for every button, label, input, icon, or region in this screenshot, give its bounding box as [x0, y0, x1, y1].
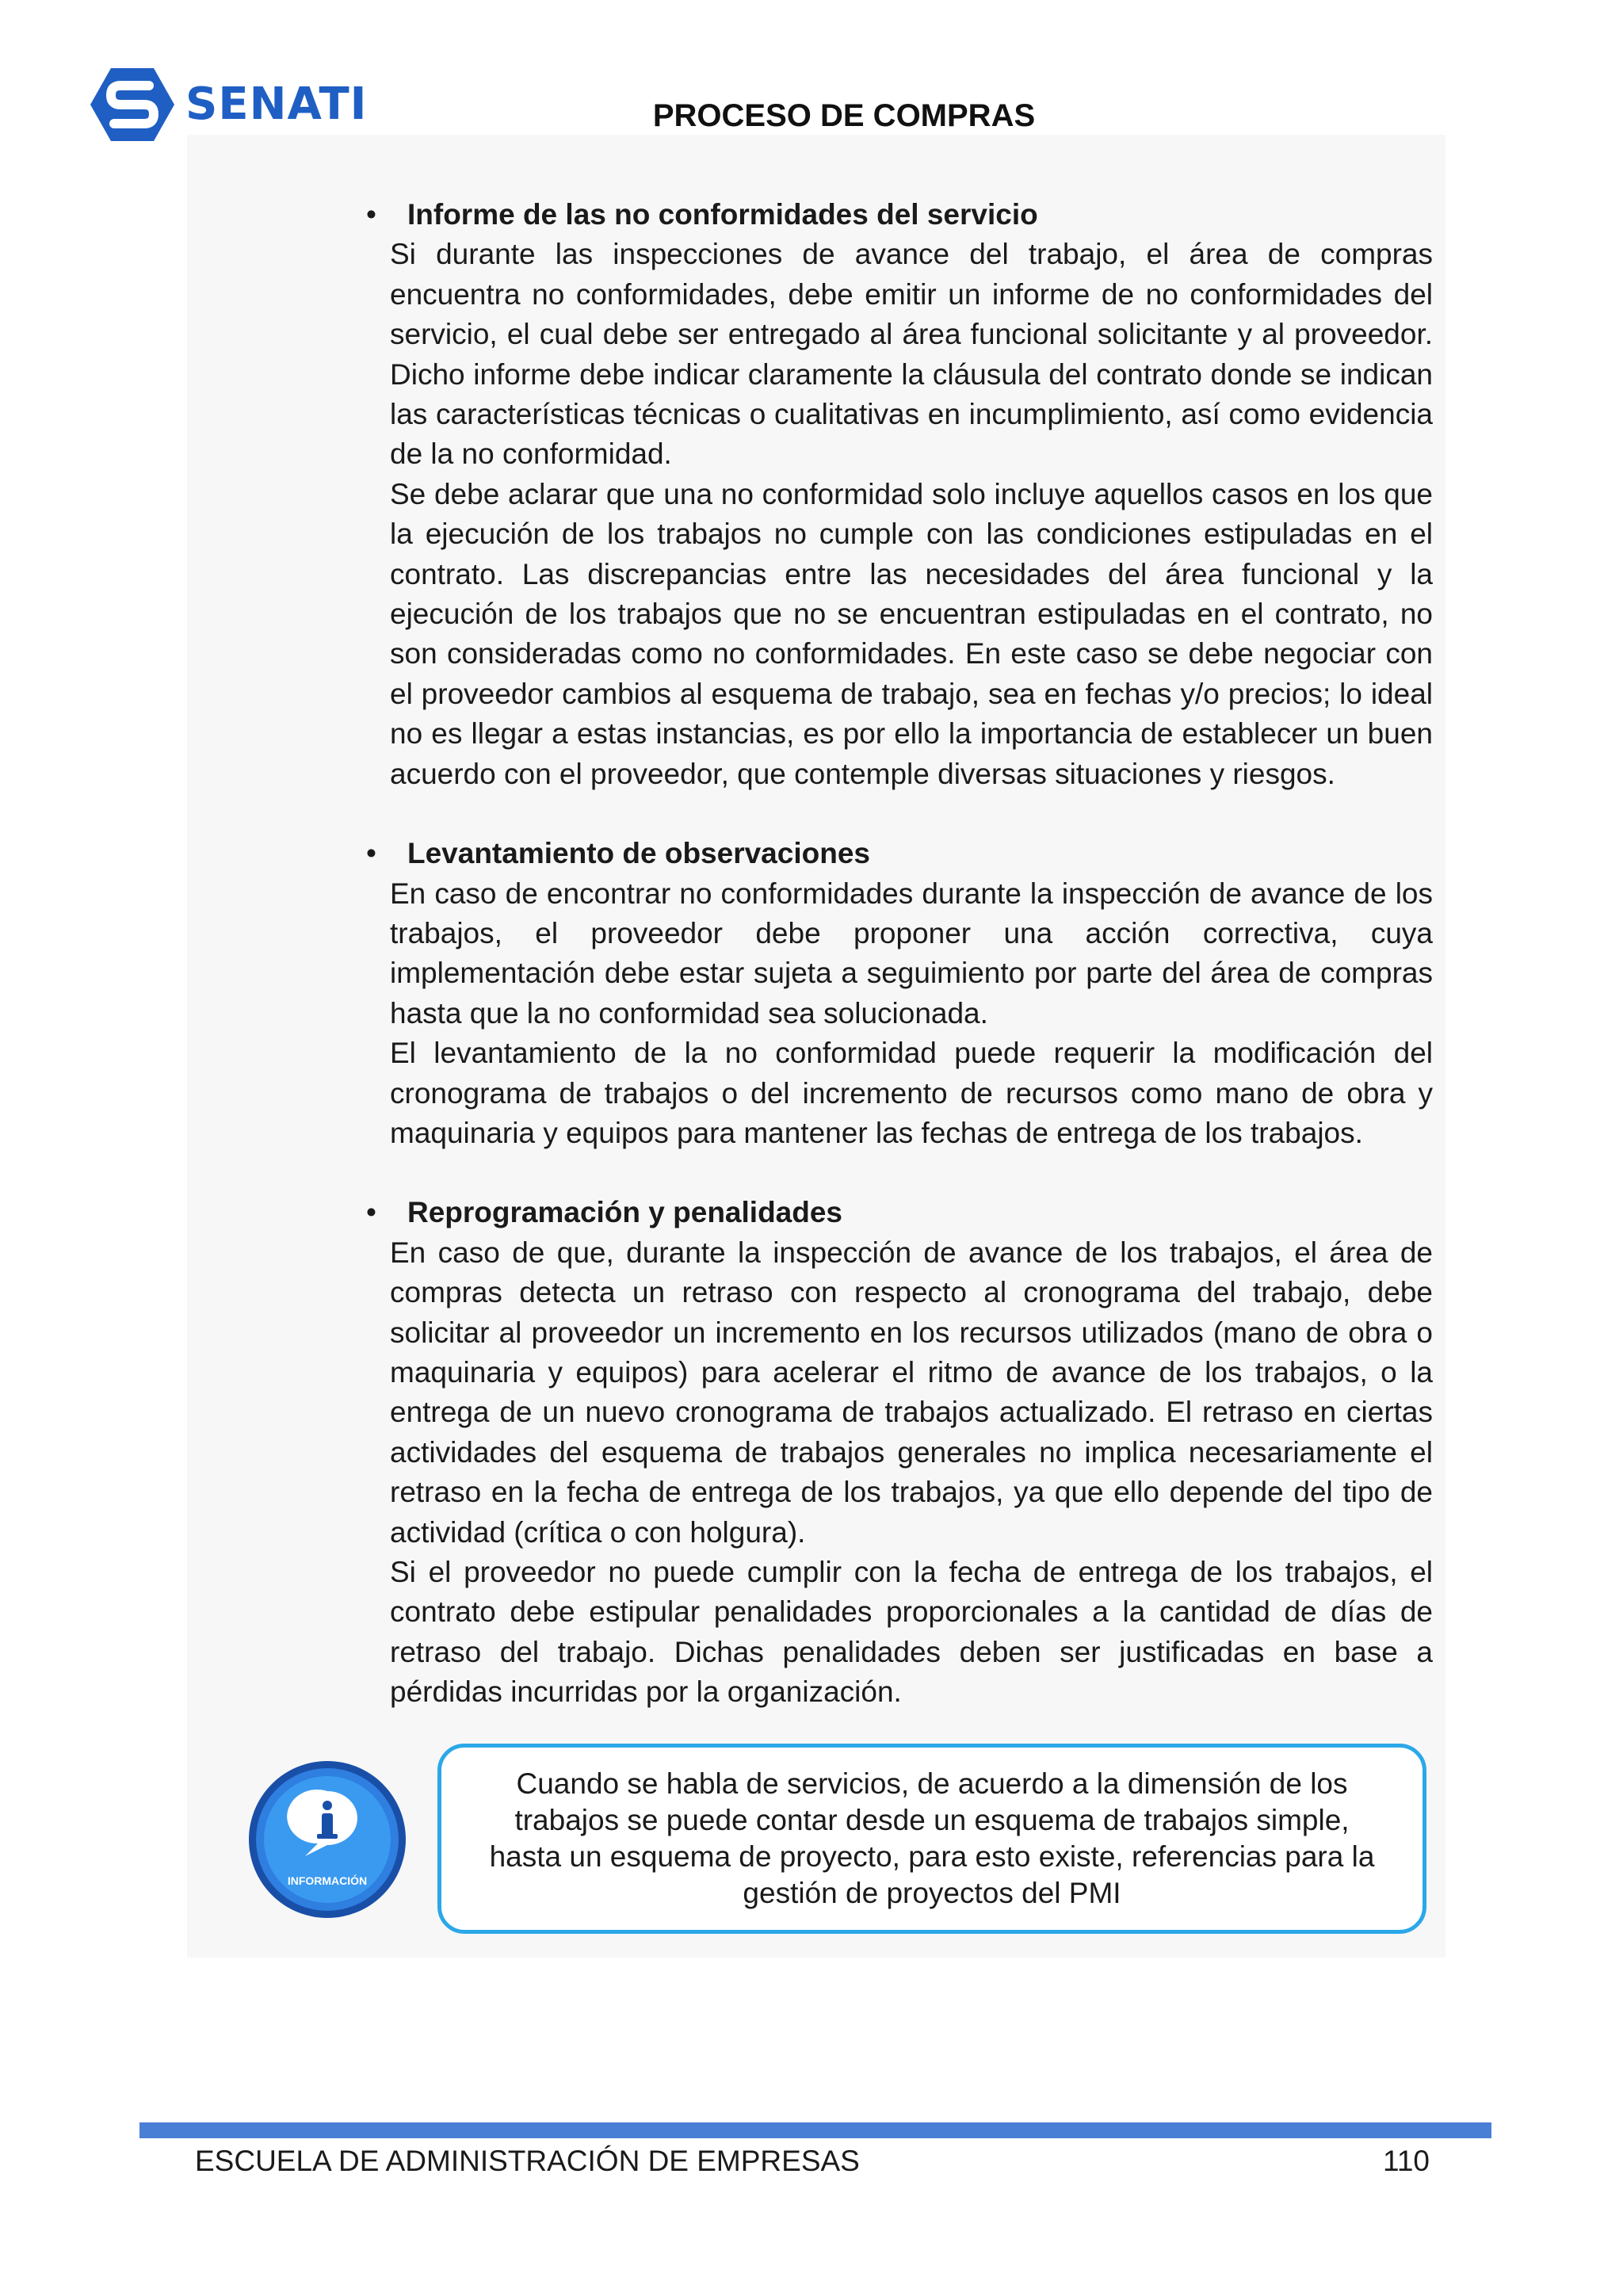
footer-bar	[139, 2122, 1491, 2138]
paragraph: Se debe aclarar que una no conformidad solo incluye aquellos casos en los que la ejecución de los trabajos no cumple con las condiciones estipuladas en el contrato. Las discrepancias entre las necesidades del área funcional y la ejecución de los trabajos que no se encuentran estipuladas en el contrato, no son consideradas como no conformidades. En este caso se debe negociar con el proveedor cambios al esquema de trabajo, sea en fechas y/o precios; lo ideal no es llegar a estas instancias, es por ello la importancia de establecer un buen acuerdo con el proveedor, que contemple diversas situaciones y riesgos.	[390, 477, 1433, 790]
section-informe	[366, 195, 1433, 794]
page-title: PROCESO DE COMPRAS	[652, 98, 1036, 133]
paragraph: Si durante las inspecciones de avance del trabajo, el área de compras encuentra no conformidades, debe emitir un informe de no conformidades del servicio, el cual debe ser entregado al área funcional solicitante y al proveedor. Dicho informe debe indicar claramente la cláusula del contrato donde se indican las características técnicas o cualitativas en incumplimiento, así como evidencia de la no conformidad.	[390, 238, 1433, 471]
info-callout-text: Cuando se habla de servicios, de acuerdo a la dimensión de los trabajos se puede contar desde un esquema de trabajos simple, hasta un esquema de proyecto, para esto existe, referencias para la gestión de proyectos del PMI	[489, 1767, 1375, 1909]
section-heading	[366, 195, 1433, 235]
section-levantamiento	[366, 834, 1433, 1153]
section-heading-text: Reprogramación y penalidades	[407, 1196, 843, 1229]
section-heading-text: Informe de las no conformidades del servicio	[407, 198, 1038, 231]
section-reprogramacion	[366, 1193, 1433, 1712]
info-callout	[437, 1744, 1426, 1934]
section-heading	[366, 1193, 1433, 1232]
section-heading-text: Levantamiento de observaciones	[407, 837, 870, 870]
document-body	[366, 195, 1433, 1752]
info-icon	[247, 1759, 407, 1920]
info-icon-label: INFORMACIÓN	[287, 1874, 368, 1887]
paragraph: En caso de que, durante la inspección de avance de los trabajos, el área de compras detecta un retraso con respecto al cronograma del trabajo, debe solicitar al proveedor un incremento en los recursos utilizados (mano de obra o maquinaria y equipos) para acelerar el ritmo de avance de los trabajos, o la entrega de un nuevo cronograma de trabajos actualizado. El retraso en ciertas actividades del esquema de trabajos generales no implica necesariamente el retraso en la fecha de entrega de los trabajos, ya que ello depende del tipo de actividad (crítica o con holgura).	[390, 1236, 1433, 1549]
paragraph: Si el proveedor no puede cumplir con la fecha de entrega de los trabajos, el contrato debe estipular penalidades proporcionales a la cantidad de días de retraso del trabajo. Dichas penalidades deben ser justificadas en base a pérdidas incurridas por la organización.	[390, 1556, 1433, 1709]
paragraph: En caso de encontrar no conformidades durante la inspección de avance de los trabajos, el proveedor debe proponer una acción correctiva, cuya implementación debe estar sujeta a seguimiento por parte del área de compras hasta que la no conformidad sea solucionada.	[390, 877, 1433, 1030]
logo-text: SENATI	[185, 78, 368, 130]
section-heading	[366, 834, 1433, 873]
footer-school-name: ESCUELA DE ADMINISTRACIÓN DE EMPRESAS	[195, 2145, 860, 2177]
bullet-icon: •	[366, 837, 376, 870]
page-number: 110	[1383, 2145, 1430, 2177]
bullet-icon: •	[366, 1196, 376, 1229]
bullet-icon: •	[366, 198, 376, 231]
paragraph: El levantamiento de la no conformidad puede requerir la modificación del cronograma de trabajos o del incremento de recursos como mano de obra y maquinaria y equipos para mantener las fechas de entrega de los trabajos.	[390, 1037, 1433, 1149]
